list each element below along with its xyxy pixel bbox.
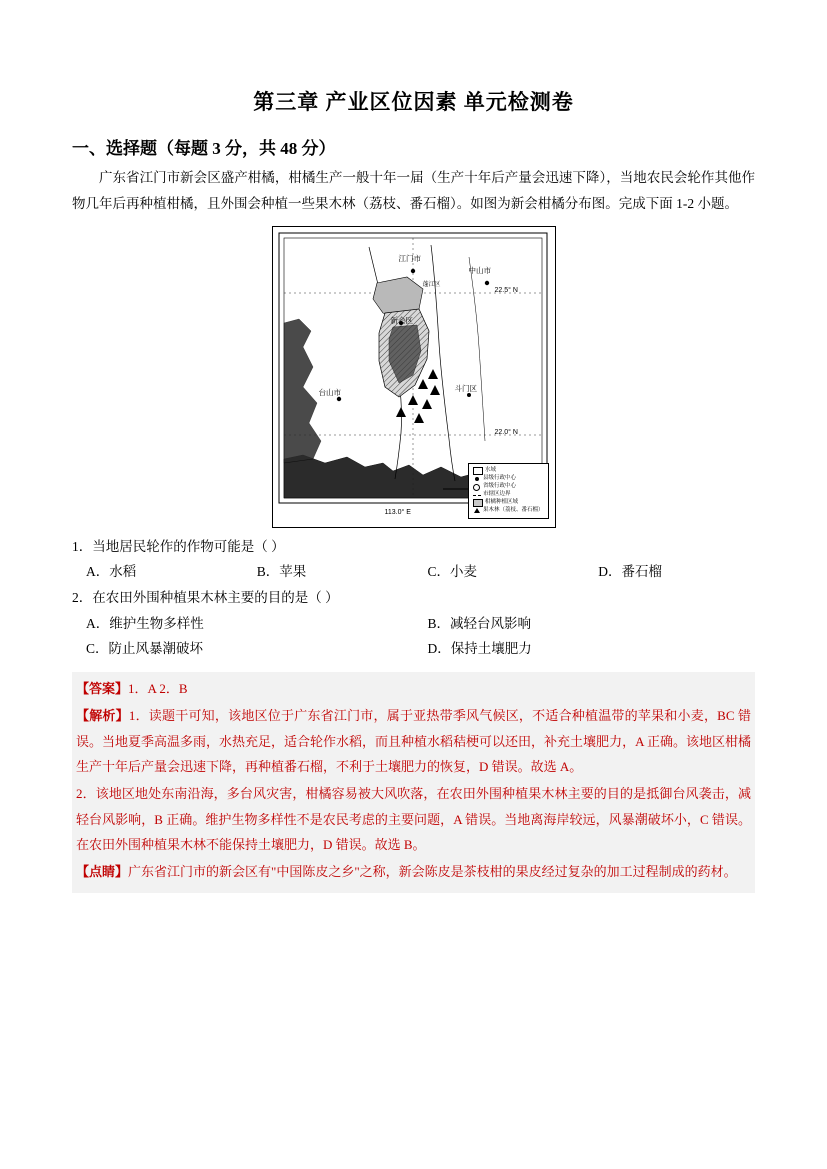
map-lat-label-225n: 22.5° N — [494, 286, 518, 294]
legend-label: 柑橘种植区域 — [484, 498, 518, 505]
question-2-text: 在农田外围种植果木林主要的目的是（ ） — [92, 589, 339, 605]
legend-label: 市辖区边界 — [482, 490, 511, 497]
legend-label: 水域 — [484, 466, 496, 473]
answer-value: 1．A 2．B — [128, 680, 188, 696]
analysis-text-2: 2．该地区地处东南沿海，多台风灾害，柑橘容易被大风吹落，在农田外围种植果木林主要的目的是抵御台风袭击，减轻台风影响，B 正确。维护生物多样性不是农民考虑的主要问题，A 错误。当地离海岸较远，风暴潮破坏小，C 错误。在农田外围种植果木林不能保持土壤肥力，D 错误。故选 B。 — [76, 786, 751, 852]
map-legend — [468, 463, 549, 519]
map-city-label-jiangmen: 江门市 — [398, 253, 421, 263]
analysis-line-1 — [76, 703, 751, 779]
map-city-label-zhongshan: 中山市 — [468, 265, 491, 275]
figure-container — [72, 226, 755, 528]
option-2-a[interactable]: A．维护生物多样性 — [86, 615, 204, 631]
map-city-label-doumen: 斗门区 — [454, 383, 477, 393]
question-2-options-row-2 — [72, 636, 755, 662]
legend-symbol-citrus — [473, 499, 483, 507]
legend-item — [473, 491, 544, 499]
map-lat-label-220n: 22.0° N — [494, 428, 518, 436]
answer-line — [76, 676, 751, 701]
question-1-text: 当地居民轮作的作物可能是（ ） — [92, 538, 285, 554]
question-2-options-row-1 — [72, 611, 755, 637]
option-2-d[interactable]: D．保持土壤肥力 — [427, 641, 532, 657]
option-2-b[interactable]: B．减轻台风影响 — [427, 615, 532, 631]
legend-symbol-boundary — [473, 492, 481, 498]
option-1-b[interactable]: B．苹果 — [256, 564, 307, 580]
map-city-label-xinhui: 新会区 — [390, 315, 413, 325]
answer-explanation-block — [72, 672, 755, 893]
analysis-line-2 — [76, 781, 751, 857]
intro-paragraph: 广东省江门市新会区盛产柑橘，柑橘生产一般十年一届（生产十年后产量会迅速下降），当地农民会轮作其他作物几年后再种植柑橘，且外围会种植一些果木林（荔枝、番石榴）。如图为新会柑橘分布图。完成下面 1-2 小题。 — [72, 170, 755, 212]
map-city-label-pengjiang: 蓬江区 — [422, 281, 441, 288]
question-1-number: 1． — [72, 538, 93, 554]
legend-label: 省级行政中心 — [482, 482, 516, 489]
legend-symbol-province-dot — [473, 484, 481, 490]
legend-symbol-water — [473, 467, 483, 475]
option-2-c[interactable]: C．防止风暴潮破坏 — [86, 641, 204, 657]
analysis-label: 【解析】 — [76, 708, 129, 724]
question-1-options — [72, 559, 755, 585]
legend-symbol-fruit-forest — [473, 508, 481, 514]
page-title: 第三章 产业区位因素 单元检测卷 — [253, 90, 574, 114]
tip-line — [76, 859, 751, 884]
map-city-label-taishan: 台山市 — [318, 387, 341, 397]
option-1-a[interactable]: A．水稻 — [86, 564, 137, 580]
legend-item — [473, 499, 544, 507]
answer-label: 【答案】 — [76, 680, 129, 696]
map-lon-label-1130e: 113.0° E — [384, 508, 411, 516]
legend-label: 果木林（荔枝、番石榴） — [482, 506, 544, 513]
section-heading: 一、选择题（每题 3 分，共 48 分） — [72, 139, 336, 158]
legend-item — [473, 483, 544, 491]
legend-item — [473, 467, 544, 475]
legend-symbol-county-dot — [473, 476, 481, 482]
map-figure — [272, 226, 556, 528]
legend-label: 县级行政中心 — [482, 474, 516, 481]
question-2-stem — [72, 585, 755, 611]
analysis-text-1: 1．读题干可知，该地区位于广东省江门市，属于亚热带季风气候区，不适合种植温带的苹果和小麦，BC 错误。当地夏季高温多雨，水热充足，适合轮作水稻，而且种植水稻秸梗可以还田，补充土壤肥力，A 正确。该地区柑橘生产十年后产量会迅速下降，再种植番石榴，不利于土壤肥力的恢复，D 错误。故选 A。 — [76, 708, 751, 774]
question-1-stem — [72, 534, 755, 560]
option-1-c[interactable]: C．小麦 — [427, 564, 478, 580]
legend-item — [473, 507, 544, 515]
legend-item — [473, 475, 544, 483]
question-2-number: 2． — [72, 589, 93, 605]
tip-label: 【点睛】 — [76, 864, 129, 880]
tip-text: 广东省江门市的新会区有"中国陈皮之乡"之称，新会陈皮是茶枝柑的果皮经过复杂的加工过程制成的药材。 — [128, 864, 737, 880]
option-1-d[interactable]: D．番石榴 — [598, 564, 662, 580]
